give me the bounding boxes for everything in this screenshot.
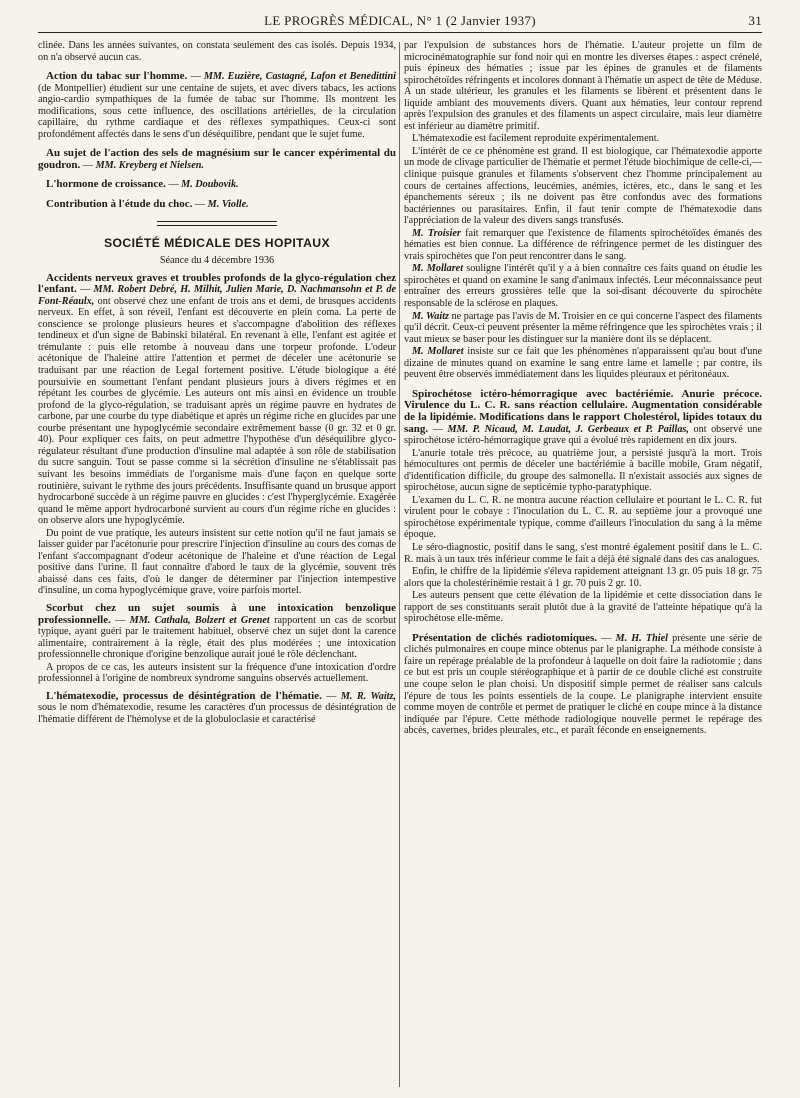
running-header	[38, 12, 762, 33]
hormone-heading: L'hormone de croissance.	[46, 178, 166, 191]
accidents-authors: MM. Robert Debré, H. Milhit, Julien Marie, D. Nachmansohn et P. de Font-Réaulx,	[38, 284, 396, 307]
hormone-authors: M. Doubovik.	[181, 179, 239, 191]
intro-paragraph: clinée. Dans les années suivantes, on constata seulement des cas isolés. Depuis 1934, on n'a observé aucun cas.	[38, 40, 396, 63]
left-column	[38, 40, 396, 1090]
spiro-text: ont observé une spirochétose ictéro-hémorragique grave qui a évolué très rapidement en dix jours.	[404, 423, 762, 447]
mollaret-text: souligne l'intérêt qu'il y a à bien connaître ces faits quand on étudie les spirochètes et quand on examine le sang d'animaux infectés. Leur méconnaissance peut entraîner des erreurs grossières telle que la soi-disant découverte du spirochète responsable de la sclérose en plaques.	[404, 263, 762, 310]
right-column	[404, 40, 762, 1090]
radio-authors: M. H. Thiel	[615, 632, 668, 644]
tabac-text: (de Montpellier) étudient sur une centaine de sujets, et avec divers tabacs, les actions angio-cardio sympathiques de la fumée de tabac sur l'homme. Ils montrent les modifications, sous cette influence, des oscillations artérielles, de la circulation capillaire, du rythme cardiaque et des réflexes sympathiques. Ceux-ci sont profondément affectés dans le sens d'un déséquilibre, pendant que le sujet fume.	[38, 82, 396, 140]
magnesium-authors: MM. Kreyberg et Nielsen.	[95, 159, 204, 171]
accidents-text: ont observé chez une enfant de trois ans et demi, de brusques accidents nerveux. En effet, à son réveil, l'enfant est découverte en plein coma. La perte de conscience se prolonge plusieurs heures et s'accompagne d'abolition des réflexes tendineux et d'un signe de Babinski bilatéral. En revenant à elle, l'enfant est agitée et trémulante : puis elle retombe à nouveau dans une torpeur profonde. L'odeur acétonique de l'haleine attire l'attention et permet de déceler une acétonurie se traduisant par une réaction de Legal fortement positive. L'étude biologique a été poursuivie en soumettant l'enfant pendant plusieurs jours à divers régimes et en répétant les courbes de glycémie. Les auteurs ont mis ainsi en évidence un trouble profond de la glyco-régulation, se traduisant après un régime pauvre en hydrates de carbone, par une courbe du type diabétique et après un régime riche en glucides par une courbe présentant une hypoglycémie secondaire extrêmement basse (0 gr. 32 et 0 gr. 40). Pour expliquer ces faits, on peut admettre l'hypothèse d'un déséquilibre glyco-régulateur résultant d'une production d'insuline mal adaptée à son rôle de stabilisation du sucre sanguin. Tout se passe comme si la sécrétion d'insuline ne s'établissait pas suivant les besoins immédiats de l'organisme mais d'une façon en quelque sorte routinière, suivant le rythme des jours précédents. Insuffisante quand un brusque apport hydrocarboné succède à un régime pauvre en glucides : c'est l'hyperglycémie. Exagérée quand le même apport hydrocarboné survient au cours d'un régime riche en glucides : on observe alors une hypoglycémie.	[38, 295, 396, 527]
waitz-remark	[404, 311, 762, 346]
radio-entry: Présentation de clichés radiotomiques. — M. H. Thiel présente une série de clichés pulmonaires en coupe mince obtenus par le planigraphe. La méthode consiste à faire un repérage préalable de la profondeur à laquelle on doit faire la radiotomie ; dans ce but est pris un couple stéréographique et à partir de ce double cliché est construite une coupe selon le plan choisi. Un dispositif simple permet de réaliser sans calculs l'épure de tous les points essentiels de la coupe. Le planigraphe intervient ensuite comme moyen de contrôle et permet de pratiquer le cliché en coupe mince à la distance indiquée par l'épure. Cette méthode radiologique nouvelle permet le repérage des abcès, cavernes, brides pleurales, etc., et paraît féconde en enseignements.	[404, 631, 762, 737]
society-title: SOCIÉTÉ MÉDICALE DES HOPITAUX	[103, 235, 331, 250]
choc-heading: Contribution à l'étude du choc.	[46, 198, 193, 211]
spiro-paragraph-6: Les auteurs pensent que cette élévation de la lipidémie et cette dissociation dans le rapport de ses constituants serait plutôt due à la gravité de l'atteinte hépatique qu'à la spirochétose elle-même.	[404, 590, 762, 625]
spiro-paragraph-4: Le séro-diagnostic, positif dans le sang, s'est montré également positif dans le L. C. R. mais à un taux très inférieur comme le fait a déjà été signalé dans des cas analogues.	[404, 541, 762, 565]
mollaret-remark-2	[404, 346, 762, 381]
accidents-heading: Accidents nerveux graves et troubles profonds de la glyco-régulation chez l'enfant.	[38, 271, 396, 296]
radio-heading: Présentation de clichés radiotomiques.	[412, 631, 598, 644]
column-divider	[399, 42, 400, 1087]
choc-authors: M. Violle.	[207, 199, 249, 211]
spiro-paragraph-2: L'anurie totale très précoce, au quatrième jour, a persisté jusqu'à la mort. Trois hémocultures ont permis de déceler une bactériémie à bacille mobile, Gram négatif, d'identification difficile, du groupe des salmonella. Il n'existait associés aux signes de spirochétose, aucun signe de septicémie typho-paratyphique.	[404, 447, 762, 494]
scorbut-authors: MM. Cathala, Bolzert et Grenet	[129, 614, 270, 626]
scorbut-heading: Scorbut chez un sujet soumis à une intoxication benzolique professionnelle.	[38, 601, 396, 626]
spiro-entry: Spirochétose ictéro-hémorragique avec bactériémie. Anurie précoce. Virulence du L. C. R. sans réaction cellulaire. Augmentation considérable de la lipidémie. Modifications dans le rapport Cholestérol, lipides totaux du sang. — MM. P. Nicaud, M. Laudat, J. Gerbeaux et P. Paillas, ont observé une spirochétose ictéro-hémorragique grave qui a évolué très rapidement en dix jours.	[404, 387, 762, 447]
troisier-text: fait remarquer que l'existence de filaments spirochétoïdes émanés des hématies est bien connue. La différence de réfringence permet de les distinguer des vrais spirochètes que l'on peut rencontrer dans le sang.	[404, 227, 762, 262]
troisier-remark	[404, 228, 762, 263]
accidents-entry: Accidents nerveux graves et troubles profonds de la glyco-régulation chez l'enfant. — MM. Robert Debré, H. Milhit, Julien Marie, D. Nachmansohn et P. de Font-Réaulx, ont observé chez une enfant de trois ans et demi, de brusques accidents nerveux. En effet, à son réveil, l'enfant est découverte en plein coma. La perte de conscience se prolonge plusieurs heures et s'accompagne d'abolition des réflexes tendineux et d'un signe de Babinski bilatéral. En revenant à elle, l'enfant est agitée et trémulante : puis elle retombe à nouveau dans une torpeur profonde. L'odeur acétonique de l'haleine attire l'attention et permet de déceler une acétonurie se traduisant par une réaction de Legal fortement positive. L'étude biologique a été poursuivie en soumettant l'enfant pendant plusieurs jours à divers régimes et en répétant les courbes de glycémie. Les auteurs ont mis ainsi en évidence un trouble profond de la glyco-régulation, se traduisant après un régime pauvre en hydrates de carbone, par une courbe du type diabétique et après un régime riche en glucides par une courbe présentant une hypoglycémie secondaire extrêmement basse (0 gr. 32 et 0 gr. 40). Pour expliquer ces faits, on peut admettre l'hypothèse d'un déséquilibre glyco-régulateur résultant d'une production d'insuline mal adaptée à son rôle de stabilisation du sucre sanguin. Tout se passe comme si la sécrétion d'insuline ne s'établissait pas suivant les besoins immédiats de l'organisme mais d'une façon en quelque sorte routinière, suivant le rythme des jours précédents. Insuffisante quand un brusque apport hydrocarboné succède à un régime pauvre en glucides : c'est l'hyperglycémie. Exagérée quand le même apport hydrocarboné survient au cours d'un régime riche en glucides : on observe alors une hypoglycémie.	[38, 271, 396, 527]
scorbut-text: rapportent un cas de scorbut typique, ayant guéri par le traitement habituel, observé chez un sujet dont la carence alimentaire, contrairement à la règle, était des plus modérées ; une intoxication professionnelle chronique d'origine benzolique aurait joué le rôle déclenchant.	[38, 614, 396, 661]
journal-title: LE PROGRÈS MÉDICAL, N° 1 (2 Janvier 1937)	[264, 13, 536, 28]
spiro-paragraph-3: L'examen du L. C. R. ne montra aucune réaction cellulaire et pourtant le L. C. R. fut virulent pour le cobaye : l'inoculation du L. C. R. au septième jour a provoqué une spirochétose expérimentale typique, comme d'ailleurs l'inoculation du sang à la même époque.	[404, 494, 762, 541]
scorbut-entry: Scorbut chez un sujet soumis à une intoxication benzolique professionnelle. — MM. Cathala, Bolzert et Grenet rapportent un cas de scorbut typique, ayant guéri par le traitement habituel, observé chez un sujet dont la carence alimentaire, contrairement à la règle, était des plus modérées ; une intoxication professionnelle chronique d'origine benzolique aurait joué le rôle déclenchant.	[38, 601, 396, 661]
tabac-heading: Action du tabac sur l'homme.	[46, 70, 188, 83]
hematexodie-continued: par l'expulsion de substances hors de l'hématie. L'auteur projette un film de microcinématographie sur fond noir qui en montre les diverses étapes : aspect crénelé, puis épineux des hématies ; issue par les épines de granules et de filaments spirochétoïdes réfringents et incolores donnant à l'hématie un aspect de tête de Méduse. A un stade ultérieur, les granules et les filaments se libèrent et présentent dans le liquide ambiant des mouvements divers. Quant aux hématies, leur contour reprend après l'expulsion des granules et des filaments un aspect circulaire, mais leur diamètre est inférieur au diamètre primitif.	[404, 40, 762, 132]
spiro-paragraph-5: Enfin, le chiffre de la lipidémie s'éleva rapidement atteignant 13 gr. 05 puis 18 gr. 75 alors que la cholestérinémie restait à 1 gr. 70 puis 2 gr. 10.	[404, 566, 762, 589]
hormone-entry: L'hormone de croissance. — M. Doubovik.	[46, 178, 239, 191]
spiro-heading: Spirochétose ictéro-hémorragique avec bactériémie. Anurie précoce. Virulence du L. C. R. sans réaction cellulaire. Augmentation considérable de la lipidémie. Modifications dans le rapport Cholestérol, lipides totaux du sang.	[404, 387, 762, 435]
hematexodie-heading: L'hématexodie, processus de désintégration de l'hématie.	[46, 689, 322, 702]
scorbut-paragraph-2: A propos de ce cas, les auteurs insistent sur la fréquence d'une intoxication d'ordre professionnel à l'origine de nombreux syndrome sanguins observés actuellement.	[38, 661, 396, 685]
magnesium-entry: Au sujet de l'action des sels de magnésium sur le cancer expérimental du goudron. — MM. Kreyberg et Nielsen.	[38, 147, 396, 171]
magnesium-heading: Au sujet de l'action des sels de magnésium sur le cancer expérimental du goudron.	[38, 147, 396, 171]
hematexodie-reproduction: L'hématexodie est facilement reproduite expérimentalement.	[412, 133, 660, 145]
hematexodie-interest: L'intérêt de ce ce phénomène est grand. Il est biologique, car l'hématexodie apporte un mode de clivage particulier de l'hématie et permet l'étude biochimique de celle-ci,—clinique puisque granules et filaments s'observent chez l'homme principalement au cours de certaines affections, leucémies, anémies, ictères, etc., dans le sang et les épanchements séreux ; ils ne doivent pas être confondus avec des formations bactériennes ou parasitaires. Enfin, il faut tenir compte de l'hématexodie dans l'appréciation de la valeur des divers sangs transfusés.	[404, 145, 762, 227]
seance-date: Séance du 4 décembre 1936	[159, 255, 275, 267]
tabac-authors: MM. Euzière, Castagné, Lafon et Benedittini	[203, 71, 396, 83]
spiro-authors: MM. P. Nicaud, M. Laudat, J. Gerbeaux et P. Paillas,	[447, 423, 689, 435]
mollaret2-author: M. Mollaret	[412, 346, 464, 358]
tabac-entry: Action du tabac sur l'homme. — MM. Euzière, Castagné, Lafon et Benedittini (de Montpellier) étudient sur une centaine de sujets, et avec divers tabacs, les actions angio-cardio sympathiques de la fumée de tabac sur l'homme. Ils montrent les modifications, sous cette influence, des oscillations artérielles, de la circulation capillaire, du rythme cardiaque et des réflexes sympathiques. Ceux-ci sont profondément affectés dans le sens d'un déséquilibre, pendant que le sujet fume.	[38, 70, 396, 140]
page-number: 31	[748, 13, 762, 28]
troisier-author: M. Troisier	[412, 227, 461, 239]
hematexodie-text: sous le nom d'hématexodie, resume les caractères d'un processus de désintégration de l'hématie différent de l'hémolyse et de la globuloclasie et caractérisé	[38, 702, 396, 725]
waitz-text: ne partage pas l'avis de M. Troisier en ce qui concerne l'aspect des filaments qu'il décrit. Ceux-ci peuvent présenter la même réfringence que les spirochètes vrais ; il vaut mieux se baser pour les distinguer sur la manière dont ils se déplacent.	[404, 310, 762, 345]
accidents-paragraph-2: Du point de vue pratique, les auteurs insistent sur cette notion qu'il ne faut jamais se laisser guider par l'acétonurie pour prescrire l'injection d'insuline au cours des comas de l'enfant s'accompagnant d'odeur acétonique de l'haleine et d'une réaction de Legal positive dans l'urine. Il faut connaître d'abord le taux de la glycémie, souvent très abaissé dans ces faits, d'où le danger de déterminer par l'injection intempestive d'insuline, un coma hypoglycémique grave, voire parfois mortel.	[38, 527, 396, 597]
mollaret-remark	[404, 263, 762, 309]
hematexodie-entry: L'hématexodie, processus de désintégration de l'hématie. — M. R. Waitz, sous le nom d'hématexodie, resume les caractères d'un processus de désintégration de l'hématie différent de l'hémolyse et de la globuloclasie et caractérisé	[38, 689, 396, 725]
choc-entry: Contribution à l'étude du choc. — M. Violle.	[46, 198, 249, 211]
section-separator	[157, 221, 277, 226]
mollaret-author: M. Mollaret	[412, 263, 464, 275]
mollaret2-text: insiste sur ce fait que les phénomènes n'apparaissent qu'au bout d'une dizaine de minutes quand on examine le sang entre lame et lamelle ; par contre, ils peuvent être observés immédiatement dans les liquides pleuraux et péritonéaux.	[404, 346, 762, 381]
hematexodie-authors: M. R. Waitz,	[340, 690, 396, 702]
waitz-author: M. Waitz	[412, 310, 449, 322]
radio-text: présente une série de clichés pulmonaires en coupe mince obtenus par le planigraphe. La méthode consiste à faire un repérage préalable de la profondeur à laquelle on doit faire la radiotomie ; dans ce but est pris un couple stéréographique et à partir de ce double cliché est construite une coupe selon le plan choisi. Un dispositif simple permet de réaliser sans calculs l'épure de tous les points essentiels de la coupe. Le planigraphe intervient ensuite comme moyen de contrôle et permet de pratiquer le cliché en coupe mince à la distance indiquée par l'épure. Cette méthode radiologique nouvelle permet le repérage des abcès, cavernes, brides pleurales, etc., et paraît féconde en enseignements.	[404, 632, 762, 737]
